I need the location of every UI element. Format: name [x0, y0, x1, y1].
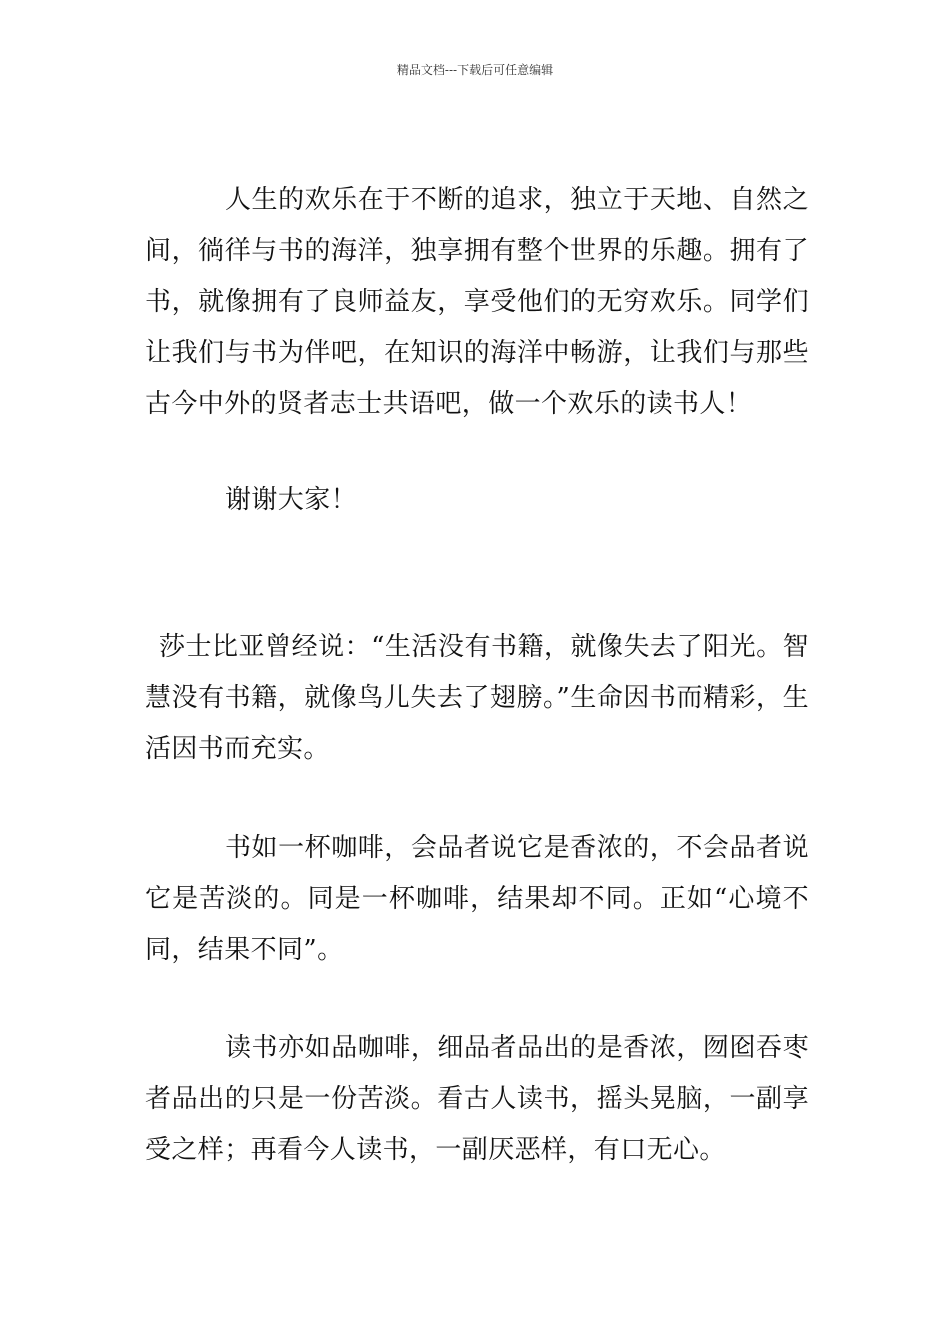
paragraph-shakespeare-quote: 莎士比亚曾经说：“生活没有书籍，就像失去了阳光。智慧没有书籍，就像鸟儿失去了翅膀。”生命因书而精彩，生活因书而充实。: [145, 632, 809, 764]
paragraph-reading-like-coffee: 读书亦如品咖啡，细品者品出的是香浓，囫囵吞枣者品出的只是一份苦淡。看古人读书，摇头晃脑，一副享受之样；再看今人读书，一副厌恶样，有口无心。: [145, 1033, 809, 1165]
page-header: 精品文档---下载后可任意编辑: [396, 63, 554, 77]
paragraph-coffee-metaphor: 书如一杯咖啡，会品者说它是香浓的，不会品者说它是苦淡的。同是一杯咖啡，结果却不同。正如“心境不同，结果不同”。: [145, 833, 809, 965]
paragraph-joy-of-reading: 人生的欢乐在于不断的追求，独立于天地、自然之间，徜徉与书的海洋，独享拥有整个世界的乐趣。拥有了书，就像拥有了良师益友，享受他们的无穷欢乐。同学们让我们与书为伴吧，在知识的海洋中畅游，让我们与那些古今中外的贤者志士共语吧，做一个欢乐的读书人！: [145, 185, 809, 419]
paragraph-thanks: 谢谢大家！: [225, 485, 358, 515]
